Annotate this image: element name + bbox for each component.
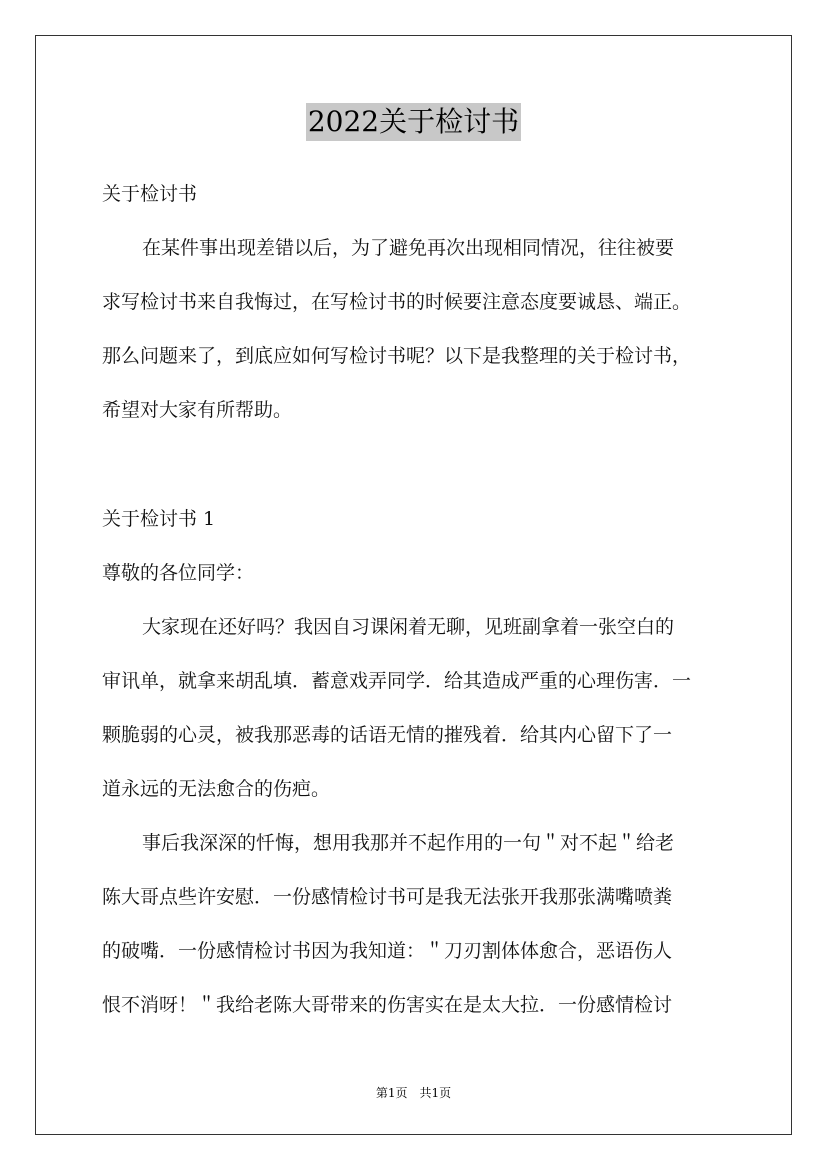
- title-container: [0, 103, 827, 141]
- paragraph-line: 那么问题来了，到底应如何写检讨书呢？以下是我整理的关于检讨书，: [102, 345, 692, 367]
- paragraph-line: 希望对大家有所帮助。: [102, 399, 293, 421]
- document-title: 2022关于检讨书: [306, 103, 521, 141]
- paragraph-line: 在某件事出现差错以后，为了避免再次出现相同情况，往往被要: [142, 237, 675, 259]
- paragraph-line: 事后我深深的忏悔，想用我那并不起作用的一句＂对不起＂给老: [142, 832, 675, 854]
- paragraph-line: 道永远的无法愈合的伤疤。: [102, 778, 331, 800]
- paragraph-line: 的破嘴．一份感情检讨书因为我知道：＂刀刃割体体愈合，恶语伤人: [102, 940, 673, 962]
- paragraph-line: 陈大哥点些许安慰．一份感情检讨书可是我无法张开我那张满嘴喷粪: [102, 886, 673, 908]
- page-number-footer: 第1页 共1页: [375, 1086, 452, 1100]
- section-heading: 关于检讨书 1: [102, 508, 216, 530]
- section-heading: 关于检讨书: [102, 183, 198, 205]
- paragraph-line: 求写检讨书来自我悔过，在写检讨书的时候要注意态度要诚恳、端正。: [102, 291, 692, 313]
- salutation: 尊敬的各位同学：: [102, 562, 255, 584]
- paragraph-line: 审讯单，就拿来胡乱填．蓄意戏弄同学．给其造成严重的心理伤害．一: [102, 670, 692, 692]
- paragraph-line: 恨不消呀！＂我给老陈大哥带来的伤害实在是太大拉．一份感情检讨: [102, 994, 673, 1016]
- paragraph-line: 颗脆弱的心灵，被我那恶毒的话语无情的摧残着．给其内心留下了一: [102, 724, 673, 746]
- paragraph-line: 大家现在还好吗？我因自习课闲着无聊，见班副拿着一张空白的: [142, 616, 675, 638]
